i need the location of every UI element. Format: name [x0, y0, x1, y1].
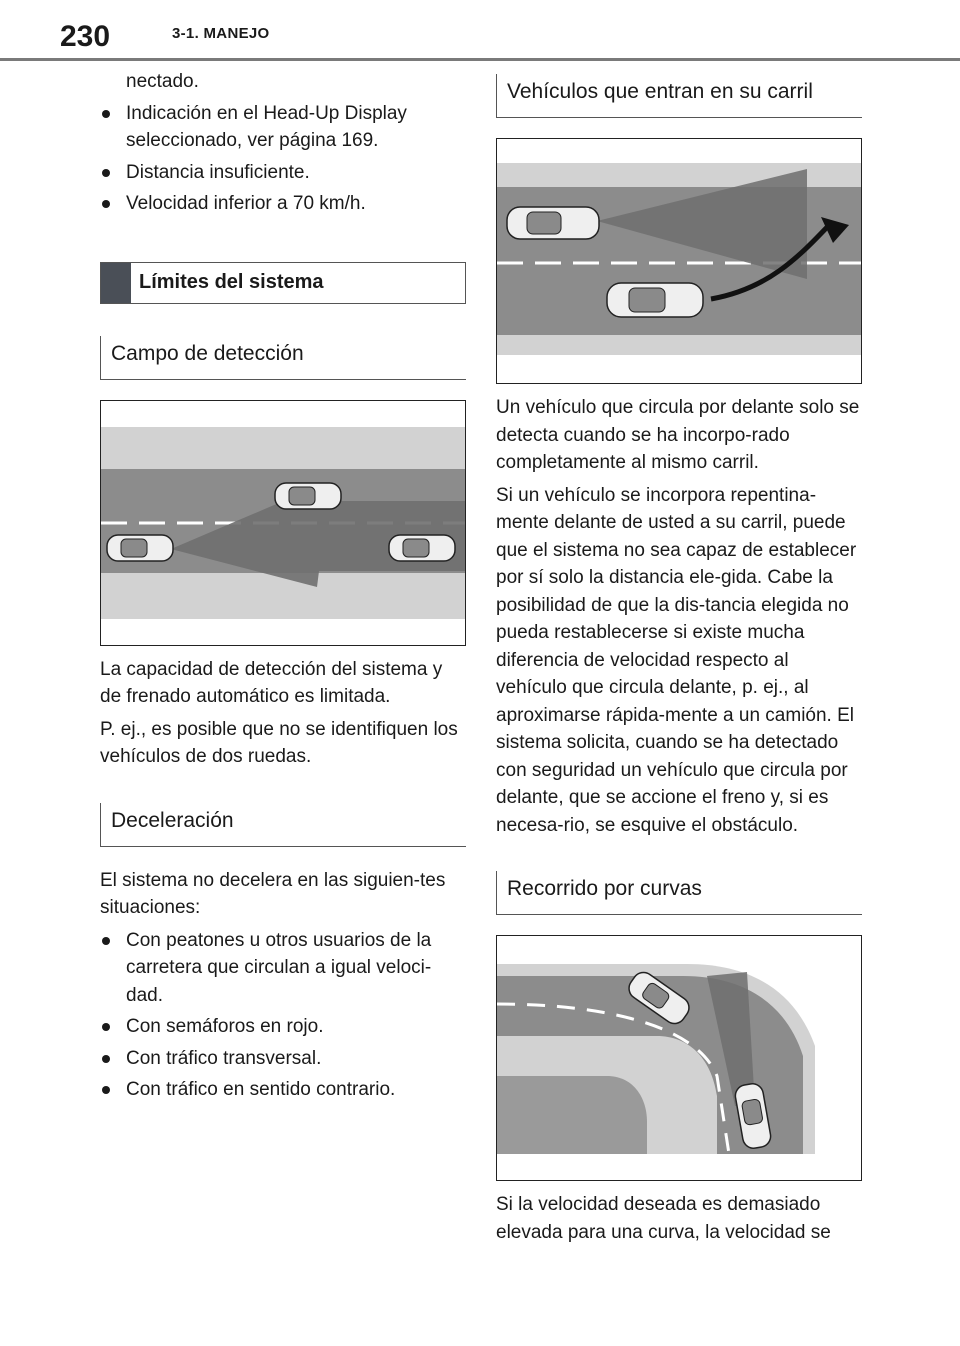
curves-paragraph: Si la velocidad deseada es demasiado elevada para una curva, la velocidad se [496, 1194, 831, 1243]
bullet-dot-icon [102, 110, 110, 118]
car-icon [507, 207, 599, 239]
detection-paragraph-2: P. ej., es posible que no se identifiquen los vehículos de dos ruedas. [100, 718, 458, 767]
page-header [0, 0, 960, 62]
bullet-dot-icon [102, 1055, 110, 1063]
deceleration-paragraph: El sistema no decelera en las siguien-tes situaciones: [100, 869, 446, 918]
header-rule [0, 58, 960, 61]
bullet-list-bottom [100, 927, 466, 1104]
detection-field-illustration [100, 400, 466, 646]
car-icon [607, 283, 703, 317]
section-title-box [100, 262, 466, 304]
merging-vehicle-svg [497, 139, 861, 383]
subsection-title-merging: Vehículos que entran en su carril [496, 74, 862, 118]
subsection-title-deceleration: Deceleración [100, 803, 466, 847]
car-icon [275, 483, 341, 509]
list-item: Distancia insuficiente. [100, 159, 466, 187]
curve-driving-svg [497, 936, 861, 1180]
page-number: 230 [60, 20, 111, 53]
merging-paragraph-1: Un vehículo que circula por delante solo se detecta cuando se ha incorpo-rado completamente al mismo carril. [496, 397, 860, 473]
bullet-dot-icon [102, 1023, 110, 1031]
bullet-dot-icon [102, 200, 110, 208]
car-icon [107, 535, 173, 561]
section-title-bar [101, 263, 131, 303]
list-item: Velocidad inferior a 70 km/h. [100, 190, 466, 218]
car-icon [389, 535, 455, 561]
list-item: Con tráfico en sentido contrario. [100, 1076, 466, 1104]
section-title: Límites del sistema [139, 270, 324, 293]
bullet-dot-icon [102, 1086, 110, 1094]
bullet-dot-icon [102, 937, 110, 945]
subsection-title-detection: Campo de detección [100, 336, 466, 380]
bullet-dot-icon [102, 169, 110, 177]
merging-vehicle-illustration [496, 138, 862, 384]
list-item: Con peatones u otros usuarios de la carretera que circulan a igual veloci-dad. [100, 927, 466, 1010]
list-item: Con tráfico transversal. [100, 1045, 466, 1073]
detection-field-svg [101, 401, 465, 645]
list-item: Con semáforos en rojo. [100, 1013, 466, 1041]
continued-text: nectado. [126, 71, 199, 92]
list-item: Indicación en el Head-Up Display seleccionado, ver página 169. [100, 100, 466, 155]
left-column [100, 68, 466, 1108]
chapter-title: 3-1. MANEJO [172, 25, 270, 42]
detection-paragraph-1: La capacidad de detección del sistema y de frenado automático es limitada. [100, 658, 443, 707]
right-column [496, 68, 862, 1251]
merging-paragraph-2: Si un vehículo se incorpora repentina-mente delante de usted a su carril, puede que el sistema no sea capaz de establecer por sí solo la distancia ele-gida. Cabe la posibilidad de que la dis-tancia elegida no pueda restablecerse si existe mucha diferencia de velocidad respecto al vehículo que circula delante, p. ej., al aproximarse rápida-mente a un camión. El sistema solicita, cuando se ha detectado con seguridad un vehículo que circula por delante, que se accione el freno y, si es necesa-rio, se esquive el obstáculo. [496, 484, 857, 836]
curve-driving-illustration [496, 935, 862, 1181]
bullet-list-top [100, 100, 466, 218]
subsection-title-curves: Recorrido por curvas [496, 871, 862, 915]
